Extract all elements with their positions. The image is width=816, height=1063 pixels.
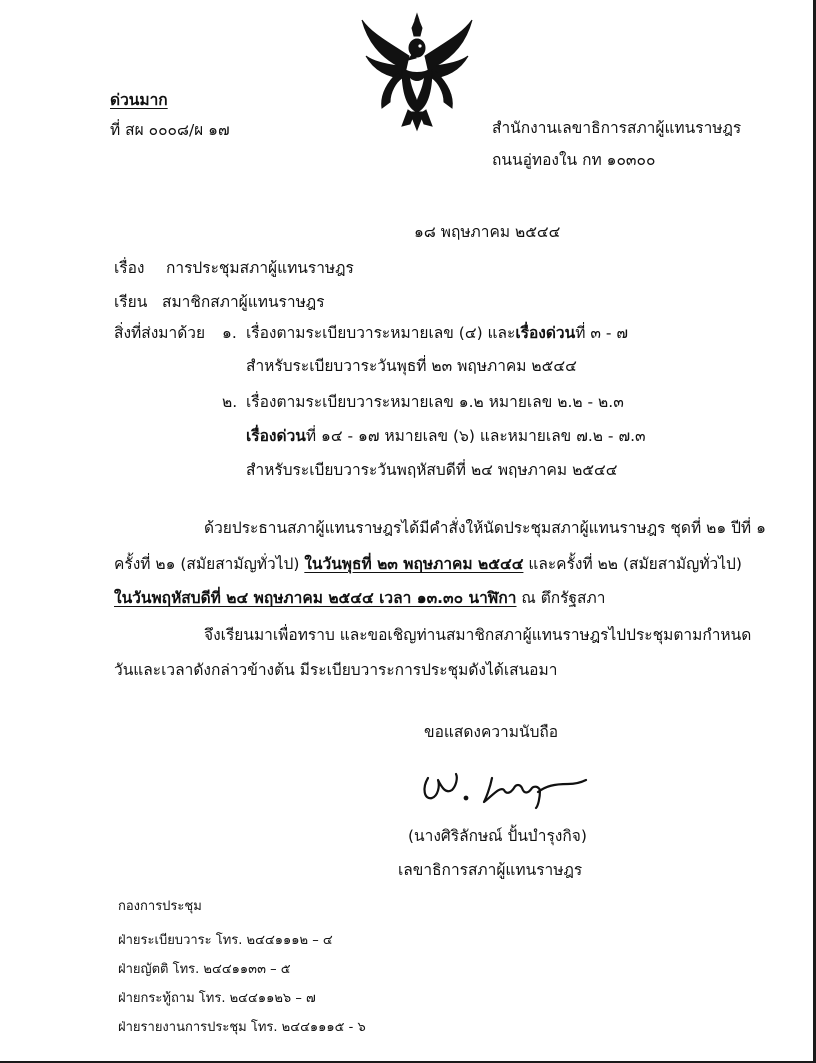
enclosure-1-range: ที่ ๓ - ๗ bbox=[575, 324, 629, 342]
enclosure-label: สิ่งที่ส่งมาด้วย bbox=[114, 324, 206, 342]
body-paragraph-2-line-2: วันและเวลาดังกล่าวข้างต้น มีระเบียบวาระการประชุมดังได้เสนอมา bbox=[114, 661, 558, 679]
enclosure-2-number: ๒. bbox=[222, 393, 238, 411]
sender-office: สำนักงานเลขาธิการสภาผู้แทนราษฎร bbox=[492, 119, 742, 137]
meeting-venue: ณ ตึกรัฐสภา bbox=[516, 589, 606, 607]
enclosure-1-number: ๑. bbox=[222, 324, 237, 342]
enclosure-1-urgent: เรื่องด่วน bbox=[515, 324, 576, 342]
body-paragraph-1-line-2 bbox=[114, 554, 742, 574]
session-text-2: และครั้งที่ ๒๒ (สมัยสามัญทั่วไป) bbox=[523, 555, 742, 573]
enclosure-2-line-3: สำหรับระเบียบวาระวันพฤหัสบดีที่ ๒๔ พฤษภาคม ๒๕๔๔ bbox=[246, 461, 618, 479]
contact-division: กองการประชุม bbox=[118, 899, 202, 914]
closing-text: ขอแสดงความนับถือ bbox=[424, 723, 559, 741]
enclosure-1-line-1 bbox=[246, 323, 628, 343]
recipient-label: เรียน bbox=[114, 293, 148, 311]
enclosure-1-line-2: สำหรับระเบียบวาระวันพุธที่ ๒๓ พฤษภาคม ๒๕๔๔ bbox=[246, 357, 577, 375]
contact-line: ฝ่ายระเบียบวาระ โทร. ๒๔๔๑๑๑๒ – ๔ bbox=[118, 933, 333, 948]
garuda-emblem-icon bbox=[358, 12, 476, 132]
handwritten-signature-icon bbox=[420, 768, 590, 812]
body-paragraph-1-line-3 bbox=[114, 588, 605, 608]
contact-line: ฝ่ายญัตติ โทร. ๒๔๔๑๑๓๓ – ๕ bbox=[118, 962, 291, 977]
signer-title: เลขาธิการสภาผู้แทนราษฎร bbox=[398, 861, 583, 879]
reference-number: ที่ สผ ๐๐๐๘/ผ ๑๗ bbox=[110, 121, 230, 139]
contact-line: ฝ่ายรายงานการประชุม โทร. ๒๔๔๑๑๑๕ - ๖ bbox=[118, 1020, 366, 1035]
body-paragraph-1-line-1: ด้วยประธานสภาผู้แทนราษฎรได้มีคำสั่งให้นัดประชุมสภาผู้แทนราษฎร ชุดที่ ๒๑ ปีที่ ๑ bbox=[204, 519, 766, 537]
enclosure-2-line-2 bbox=[246, 426, 646, 446]
session-text: ครั้งที่ ๒๑ (สมัยสามัญทั่วไป) bbox=[114, 555, 305, 573]
enclosure-1-text: เรื่องตามระเบียบวาระหมายเลข (๔) และ bbox=[246, 324, 516, 342]
meeting-date-2: ในวันพฤหัสบดีที่ ๒๔ พฤษภาคม ๒๕๔๔ เวลา ๑๓.๓๐ นาฬิกา bbox=[114, 589, 517, 607]
subject-text: การประชุมสภาผู้แทนราษฎร bbox=[166, 259, 354, 277]
sender-address: ถนนอู่ทองใน กท ๑๐๓๐๐ bbox=[492, 151, 656, 169]
enclosure-2-urgent: เรื่องด่วน bbox=[246, 427, 306, 445]
contact-line: ฝ่ายกระทู้ถาม โทร. ๒๔๔๑๑๒๖ – ๗ bbox=[118, 991, 316, 1006]
urgency-label: ด่วนมาก bbox=[110, 91, 168, 109]
signer-name: (นางศิริลักษณ์ ปั้นบำรุงกิจ) bbox=[408, 827, 587, 845]
recipient-text: สมาชิกสภาผู้แทนราษฎร bbox=[162, 293, 325, 311]
letter-date: ๑๘ พฤษภาคม ๒๕๔๔ bbox=[414, 223, 561, 241]
subject-label: เรื่อง bbox=[114, 259, 145, 277]
enclosure-2-line-1: เรื่องตามระเบียบวาระหมายเลข ๑.๒ หมายเลข ๒.๒ - ๒.๓ bbox=[246, 393, 624, 411]
enclosure-2-range: ที่ ๑๔ - ๑๗ หมายเลข (๖) และหมายเลข ๗.๒ - ๗.๓ bbox=[305, 427, 646, 445]
body-paragraph-2-line-1: จึงเรียนมาเพื่อทราบ และขอเชิญท่านสมาชิกสภาผู้แทนราษฎรไปประชุมตามกำหนด bbox=[204, 626, 752, 644]
meeting-date-1: ในวันพุธที่ ๒๓ พฤษภาคม ๒๕๔๔ bbox=[304, 555, 524, 573]
